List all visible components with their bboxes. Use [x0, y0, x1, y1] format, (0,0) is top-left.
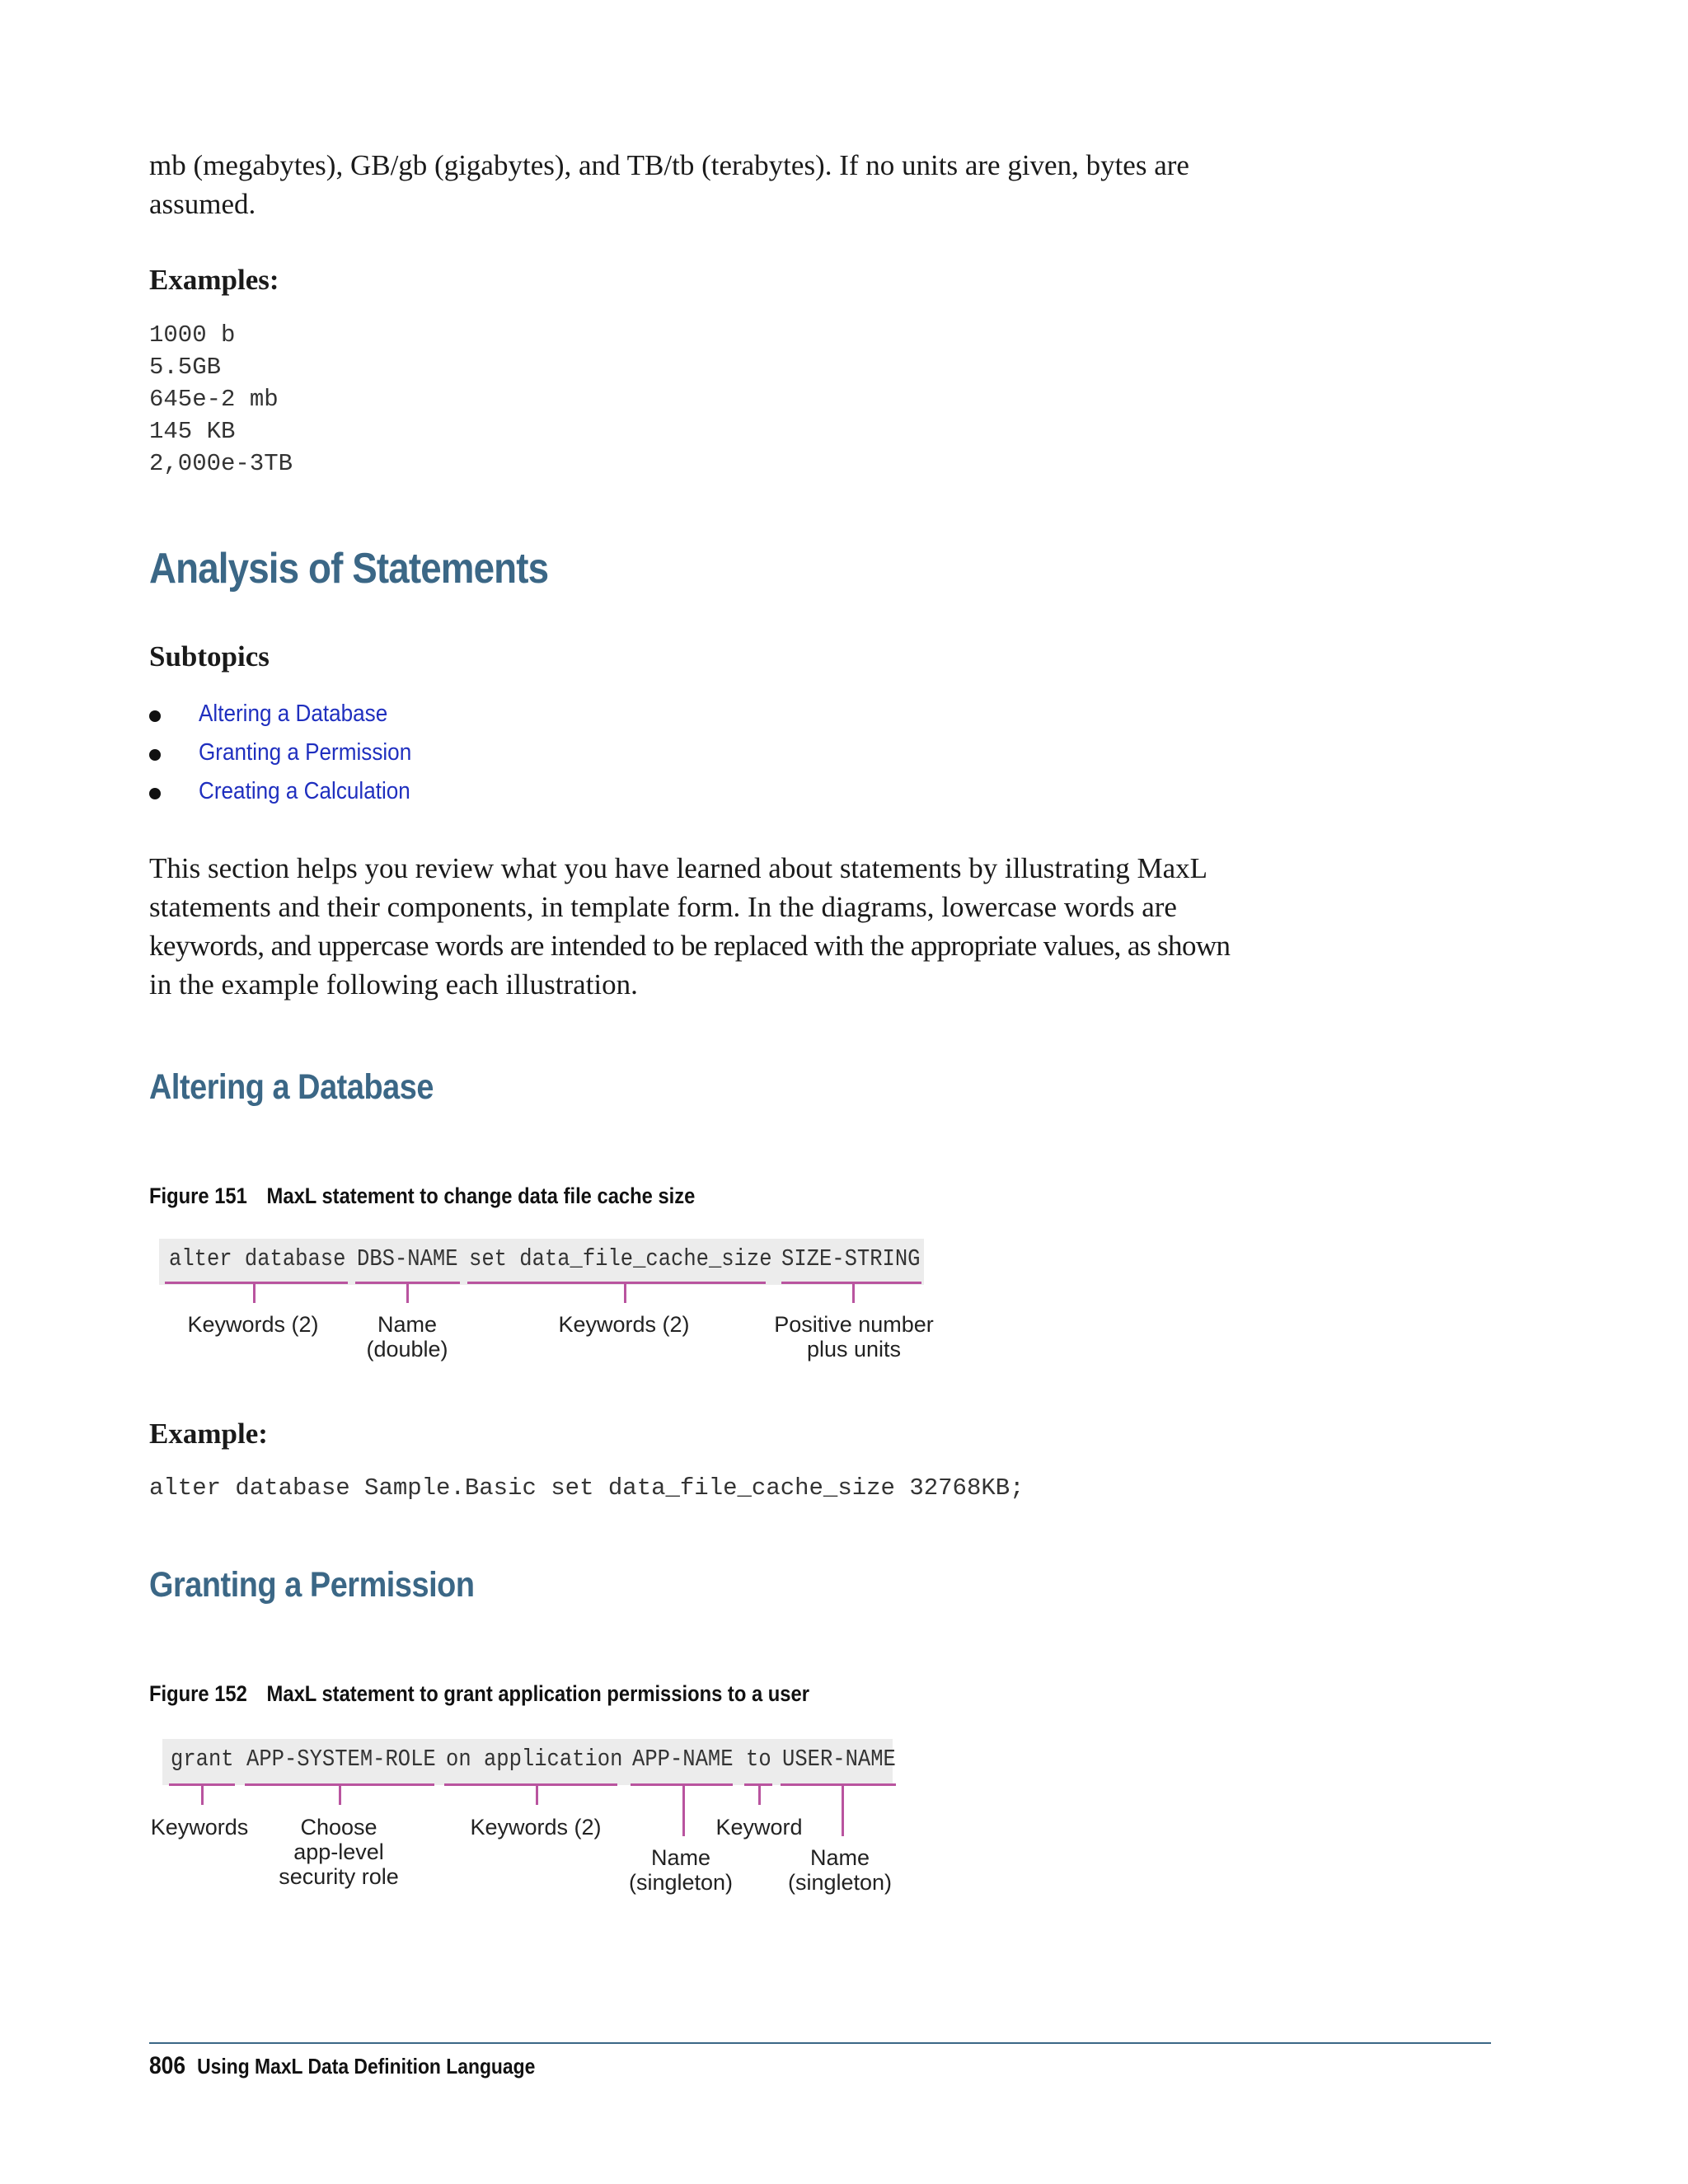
page-number: 806: [149, 2052, 186, 2079]
subtopic-link-creating-calculation[interactable]: Creating a Calculation: [199, 778, 410, 804]
connector: [624, 1282, 626, 1303]
example-heading: Example:: [149, 1418, 268, 1450]
label-name-singleton: Name (singleton): [628, 1845, 734, 1895]
paragraph-line: keywords, and uppercase words are intended to be replaced with the appropriate values, as shown: [149, 930, 1231, 962]
figure-caption-text: MaxL statement to grant application permissions to a user: [266, 1681, 809, 1706]
figure-number: Figure 151: [149, 1183, 247, 1208]
subtopic-item: [149, 739, 726, 778]
examples-code-block: 1000 b 5.5GB 645e-2 mb 145 KB 2,000e-3TB: [149, 321, 293, 477]
page-footer: [149, 2052, 535, 2080]
connector: [253, 1282, 256, 1303]
connector: [758, 1783, 761, 1805]
token-set-data-file-cache-size: set data_file_cache_size: [469, 1245, 772, 1272]
subtopics-list: [149, 701, 726, 817]
connector: [852, 1282, 855, 1303]
connector: [536, 1783, 538, 1805]
underline: [444, 1783, 617, 1786]
footer-rule: [149, 2042, 1491, 2044]
analysis-paragraph: [149, 849, 1320, 1004]
connector: [201, 1783, 204, 1805]
token-on-application: on application: [446, 1746, 623, 1773]
example-code: alter database Sample.Basic set data_file_cache_size 32768KB;: [149, 1474, 1025, 1502]
label-name-double: Name (double): [366, 1312, 448, 1361]
label-keywords: Keywords: [150, 1815, 249, 1840]
token-size-string: SIZE-STRING: [781, 1245, 921, 1272]
subtopic-item: [149, 701, 726, 739]
section-title-altering-database: Altering a Database: [149, 1067, 434, 1107]
bullet-icon: [149, 710, 161, 722]
figure-number: Figure 152: [149, 1681, 247, 1706]
paragraph-line: statements and their components, in template form. In the diagrams, lowercase words are: [149, 891, 1177, 923]
label-keywords: Keywords (2): [470, 1815, 602, 1840]
underline: [781, 1282, 921, 1284]
connector: [339, 1783, 341, 1805]
underline: [165, 1282, 348, 1284]
label-positive-number: Positive number plus units: [774, 1312, 934, 1361]
connector: [406, 1282, 409, 1303]
token-app-system-role: APP-SYSTEM-ROLE: [246, 1746, 436, 1773]
underline: [467, 1282, 766, 1284]
bullet-icon: [149, 788, 161, 799]
label-keywords: Keywords (2): [187, 1312, 319, 1337]
token-user-name: USER-NAME: [782, 1746, 896, 1773]
figure-152-caption: [149, 1681, 809, 1707]
subtopic-link-granting-permission[interactable]: Granting a Permission: [199, 739, 412, 766]
intro-line-2: assumed.: [149, 188, 256, 220]
subtopic-link-altering-database[interactable]: Altering a Database: [199, 701, 388, 727]
token-grant: grant: [171, 1746, 234, 1773]
paragraph-line: This section helps you review what you have learned about statements by illustrating MaxL: [149, 852, 1207, 884]
section-title-analysis: Analysis of Statements: [149, 545, 549, 593]
figure-151-caption: [149, 1183, 695, 1209]
label-choose-role: Choose app-level security role: [279, 1815, 399, 1889]
token-to: to: [746, 1746, 771, 1773]
paragraph-line: in the example following each illustration.: [149, 968, 638, 1001]
underline: [781, 1783, 896, 1786]
examples-heading: Examples:: [149, 264, 279, 296]
label-keyword: Keyword: [715, 1815, 803, 1840]
subtopic-item: [149, 778, 726, 817]
intro-text: [149, 146, 1189, 223]
underline: [631, 1783, 733, 1786]
figure-caption-text: MaxL statement to change data file cache size: [266, 1183, 696, 1208]
figure-152-diagram: [149, 1734, 957, 1907]
label-keywords: Keywords (2): [558, 1312, 690, 1337]
footer-title: Using MaxL Data Definition Language: [197, 2054, 536, 2079]
intro-line-1: mb (megabytes), GB/gb (gigabytes), and TB/tb (terabytes). If no units are given, bytes are: [149, 149, 1189, 181]
label-name-singleton: Name (singleton): [787, 1845, 893, 1895]
section-title-granting-permission: Granting a Permission: [149, 1565, 475, 1605]
figure-151-diagram: [149, 1232, 957, 1372]
token-app-name: APP-NAME: [632, 1746, 734, 1773]
subtopics-heading: Subtopics: [149, 640, 270, 673]
token-alter-database: alter database: [169, 1245, 346, 1272]
connector: [842, 1783, 844, 1836]
bullet-icon: [149, 749, 161, 761]
token-dbs-name: DBS-NAME: [357, 1245, 458, 1272]
connector: [682, 1783, 685, 1836]
